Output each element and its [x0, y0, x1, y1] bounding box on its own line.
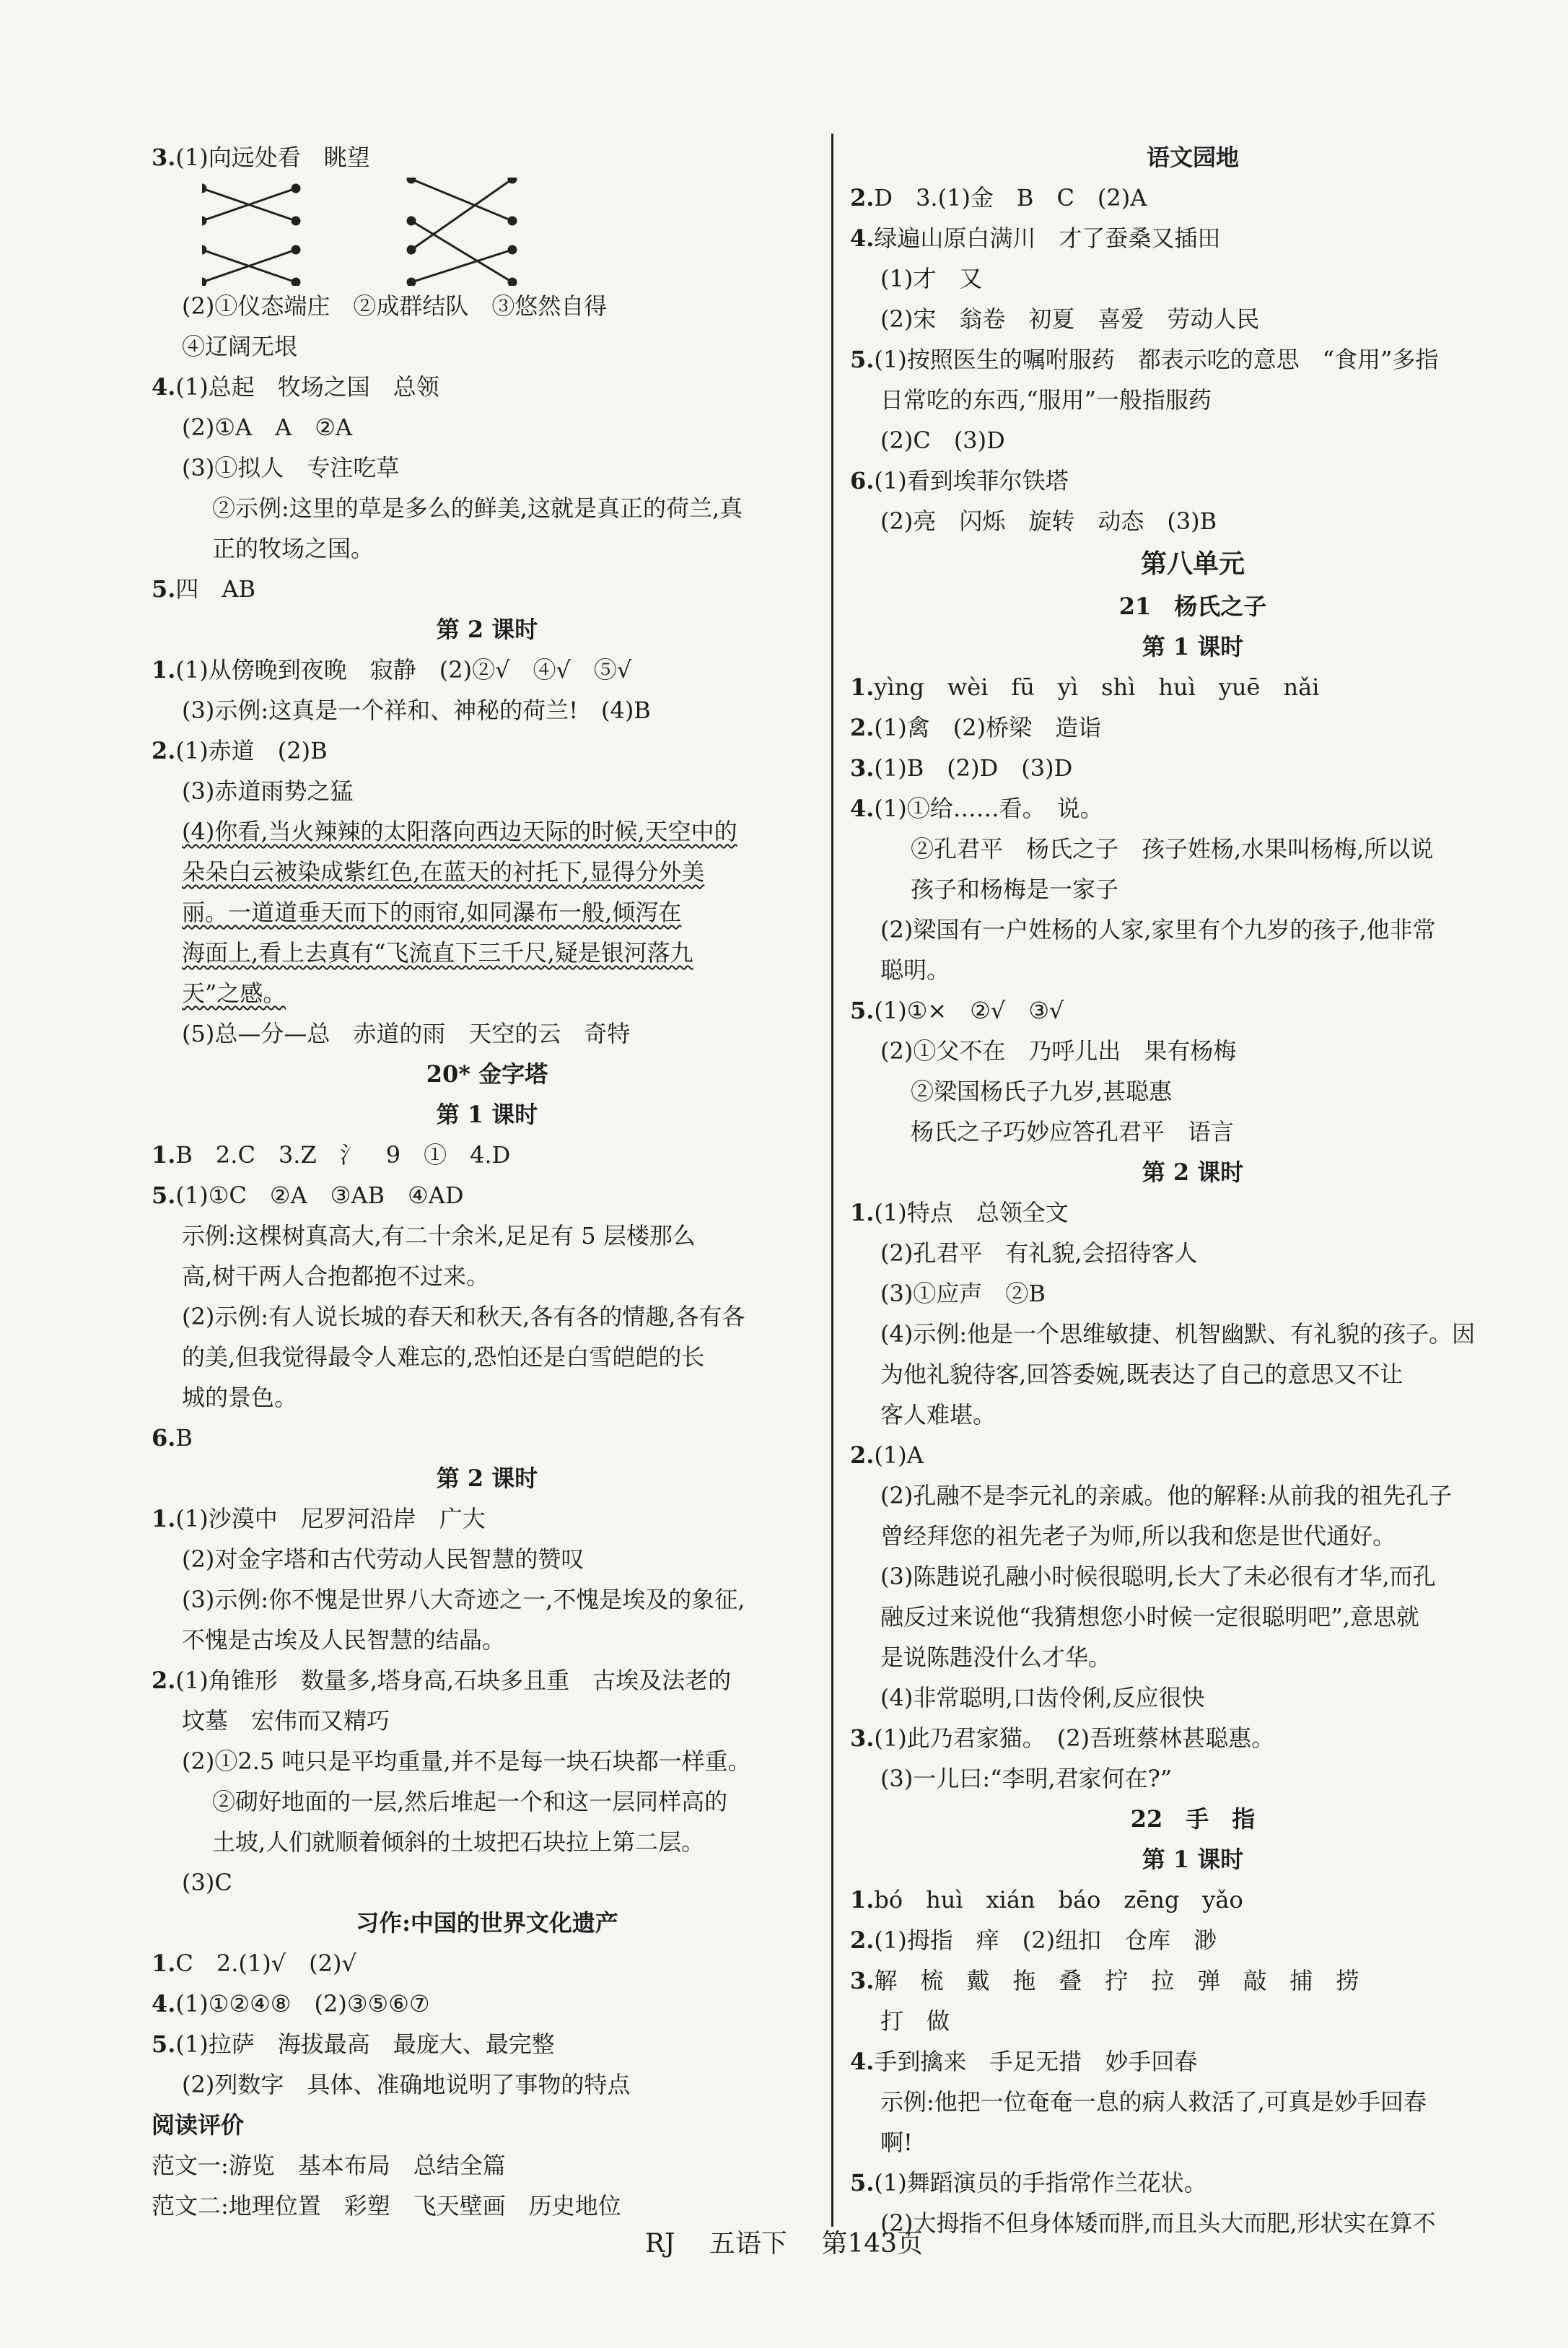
- answer-line: [850, 1395, 1536, 1435]
- question-number: 5.: [850, 997, 875, 1024]
- answer-line: [850, 667, 1536, 707]
- answer-text: C 2.(1)√ (2)√: [175, 1950, 356, 1977]
- answer-text: 为他礼貌待客,回答委婉,既表达了自己的意思又不让: [880, 1361, 1403, 1388]
- answer-text: (2)列数字 具体、准确地说明了事物的特点: [182, 2071, 631, 2098]
- answer-line: [850, 1516, 1536, 1556]
- answer-text: 打 做: [880, 2007, 950, 2035]
- answer-text: (1)拉萨 海拔最高 最庞大、最完整: [175, 2030, 555, 2058]
- section-heading: [152, 1054, 823, 1094]
- answer-text: 曾经拜您的祖先老子为师,所以我和您是世代通好。: [880, 1522, 1396, 1550]
- answer-line: [850, 1314, 1536, 1354]
- question-number: 1.: [850, 1199, 875, 1226]
- answer-line: [152, 852, 823, 892]
- answer-text: 示例:这棵树真高大,有二十余米,足足有 5 层楼那么: [182, 1222, 696, 1249]
- answer-line: [152, 1498, 823, 1539]
- answer-line: [850, 1960, 1536, 2001]
- answer-line: [152, 367, 823, 407]
- answer-text: 天”之感。: [182, 979, 286, 1007]
- answer-line: [152, 569, 823, 609]
- answer-text: 范文二:地理位置 彩塑 飞天壁画 历史地位: [152, 2192, 621, 2220]
- answer-line: [152, 690, 823, 730]
- answer-line: [850, 258, 1536, 299]
- answer-line: [152, 528, 823, 569]
- answer-text: (3)①应声 ②B: [880, 1280, 1046, 1307]
- answer-line: [850, 218, 1536, 258]
- answer-line: [850, 2162, 1536, 2203]
- answer-line: [850, 1031, 1536, 1071]
- answer-line: [850, 1192, 1536, 1233]
- answer-line: [152, 933, 823, 973]
- question-number: 5.: [850, 2169, 875, 2196]
- answer-text: (2)①A A ②A: [182, 414, 353, 441]
- question-number: 5.: [152, 2030, 176, 2058]
- answer-line: [152, 730, 823, 771]
- answer-line: [152, 2105, 823, 2145]
- answer-line: [152, 448, 823, 488]
- answer-text: (3)C: [182, 1869, 232, 1896]
- answer-text: (1)舞蹈演员的手指常作兰花状。: [874, 2169, 1207, 2196]
- answer-line: [850, 1071, 1536, 1112]
- answer-line: [850, 788, 1536, 829]
- answer-line: [152, 2024, 823, 2064]
- answer-text: (3)①拟人 专注吃草: [182, 454, 400, 481]
- answer-text: (2)C (3)D: [880, 427, 1005, 454]
- answer-text: (2)孔融不是李元礼的亲戚。他的解释:从前我的祖先孔子: [880, 1482, 1453, 1509]
- answer-text: 第 1 课时: [1142, 633, 1244, 660]
- question-number: 2.: [152, 1667, 176, 1694]
- answer-text: 土坡,人们就顺着倾斜的土坡把石块拉上第二层。: [212, 1828, 705, 1856]
- answer-line: [850, 2122, 1536, 2162]
- answer-text: (1)赤道 (2)B: [175, 737, 328, 764]
- answer-line: [152, 771, 823, 811]
- question-number: 6.: [850, 467, 875, 494]
- question-number: 5.: [850, 346, 875, 373]
- question-number: 3.: [850, 1724, 875, 1752]
- answer-line: [152, 326, 823, 367]
- section-heading: [850, 137, 1536, 178]
- answer-text: (3)示例:这真是一个祥和、神秘的荷兰! (4)B: [182, 697, 651, 724]
- answer-line: [152, 1781, 823, 1822]
- answer-text: (2)大拇指不但身体矮而胖,而且头大而肥,形状实在算不: [880, 2209, 1436, 2237]
- answer-line: [152, 488, 823, 528]
- answer-text: 客人难堪。: [880, 1401, 997, 1428]
- answer-text: (2)亮 闪烁 旋转 动态 (3)B: [880, 507, 1217, 535]
- page-footer: [0, 2223, 1568, 2260]
- answer-text: 范文一:游览 基本布局 总结全篇: [152, 2152, 506, 2179]
- answer-text: 啊!: [880, 2129, 913, 2156]
- answer-text: 聪明。: [880, 956, 950, 984]
- answer-text: 绿遍山原白满川 才了蚕桑又插田: [874, 224, 1221, 252]
- answer-text: 21 杨氏之子: [1118, 593, 1267, 620]
- section-heading: [850, 627, 1536, 667]
- answer-line: [152, 1175, 823, 1216]
- answer-text: (5)总—分—总 赤道的雨 天空的云 奇特: [182, 1020, 631, 1047]
- answer-text: D 3.(1)金 B C (2)A: [874, 184, 1147, 211]
- answer-text: (3)陈韪说孔融小时候很聪明,长大了未必很有才华,而孔: [880, 1563, 1436, 1590]
- answer-text: 习作:中国的世界文化遗产: [356, 1909, 618, 1937]
- answer-text: (4)示例:他是一个思维敏捷、机智幽默、有礼貌的孩子。因: [880, 1320, 1476, 1348]
- footer-edition-code: RJ: [644, 2229, 675, 2258]
- answer-text: 第八单元: [1140, 549, 1245, 579]
- section-heading: [152, 609, 823, 650]
- answer-text: (1)B (2)D (3)D: [874, 754, 1073, 782]
- answer-text: 高,树干两人合抱都抱不过来。: [182, 1262, 490, 1290]
- answer-line: [850, 461, 1536, 501]
- answer-text: ②示例:这里的草是多么的鲜美,这就是真正的荷兰,真: [212, 494, 743, 522]
- answer-line: [152, 1862, 823, 1903]
- question-number: 2.: [850, 1926, 875, 1954]
- answer-text: B 2.C 3.Z 氵 9 ① 4.D: [175, 1141, 511, 1169]
- answer-line: [850, 1112, 1536, 1152]
- answer-text: (4)你看,当火辣辣的太阳落向西边天际的时候,天空中的: [182, 818, 737, 845]
- answer-text: (1)此乃君家猫。 (2)吾班蔡林甚聪惠。: [874, 1724, 1275, 1752]
- answer-text: (3)示例:你不愧是世界八大奇迹之一,不愧是埃及的象征,: [182, 1586, 745, 1613]
- section-heading: [850, 541, 1536, 586]
- answer-line: [850, 950, 1536, 990]
- right-column: [850, 137, 1536, 2243]
- answer-text: 杨氏之子巧妙应答孔君平 语言: [911, 1118, 1235, 1145]
- answer-line: [850, 707, 1536, 748]
- question-number: 2.: [850, 1441, 875, 1469]
- answer-text: (1)沙漠中 尼罗河沿岸 广大: [175, 1505, 486, 1532]
- answer-text: 示例:他把一位奄奄一息的病人救活了,可真是妙手回春: [880, 2088, 1427, 2116]
- answer-text: 坟墓 宏伟而又精巧: [182, 1707, 390, 1734]
- section-heading: [152, 1458, 823, 1498]
- question-number: 3.: [850, 754, 875, 782]
- answer-text: (2)示例:有人说长城的春天和秋天,各有各的情趣,各有各: [182, 1303, 745, 1330]
- question-number: 1.: [152, 1950, 176, 1977]
- answer-line: [850, 178, 1536, 218]
- answer-text: 融反过来说他“我猜想您小时候一定很聪明吧”,意思就: [880, 1603, 1419, 1631]
- answer-line: [152, 1943, 823, 1983]
- answer-text: ②砌好地面的一层,然后堆起一个和这一层同样高的: [212, 1788, 728, 1815]
- question-number: 1.: [152, 1505, 176, 1532]
- matching-lines-diagram: [152, 178, 823, 286]
- question-number: 4.: [850, 224, 875, 252]
- answer-text: (1)①× ②√ ③√: [874, 997, 1064, 1024]
- answer-text: (2)①父不在 乃呼儿出 果有杨梅: [880, 1037, 1237, 1065]
- footer-page-number: 第143页: [821, 2229, 924, 2258]
- answer-text: (4)非常聪明,口齿伶俐,反应很快: [880, 1684, 1205, 1711]
- answer-text: 第 1 课时: [436, 1101, 538, 1128]
- question-number: 4.: [152, 1990, 176, 2017]
- question-number: 3.: [152, 144, 176, 171]
- answer-line: [152, 286, 823, 326]
- question-number: 2.: [152, 737, 176, 764]
- question-number: 4.: [152, 373, 176, 401]
- answer-text: bó huì xián báo zēng yǎo: [874, 1886, 1243, 1913]
- answer-text: (2)梁国有一户姓杨的人家,家里有个九岁的孩子,他非常: [880, 916, 1436, 943]
- answer-text: yìng wèi fū yì shì huì yuē nǎi: [874, 673, 1320, 701]
- answer-text: (1)向远处看 眺望: [175, 144, 370, 171]
- answer-line: [152, 1539, 823, 1579]
- answer-text: (1)①给……看。 说。: [874, 795, 1103, 822]
- answer-text: (1)才 又: [880, 265, 983, 292]
- section-heading: [850, 586, 1536, 627]
- answer-line: [850, 1354, 1536, 1395]
- answer-line: [152, 1135, 823, 1175]
- answer-line: [850, 2082, 1536, 2122]
- answer-line: [152, 973, 823, 1013]
- answer-text: 解 梳 戴 拖 叠 拧 拉 弹 敲 捕 捞: [874, 1967, 1359, 1994]
- answer-text: 海面上,看上去真有“飞流直下三千尺,疑是银河落九: [182, 939, 693, 966]
- answer-line: [850, 909, 1536, 950]
- answer-text: (2)①仪态端庄 ②成群结队 ③悠然自得: [182, 292, 608, 320]
- answer-text: 手到擒来 手足无措 妙手回春: [874, 2048, 1198, 2075]
- answer-line: [152, 1579, 823, 1620]
- answer-line: [152, 650, 823, 690]
- answer-text: 朵朵白云被染成紫红色,在蓝天的衬托下,显得分外美: [182, 858, 705, 886]
- answer-line: [152, 1741, 823, 1781]
- answer-line: [850, 1475, 1536, 1516]
- answer-text: 第 2 课时: [1142, 1158, 1244, 1186]
- section-heading: [850, 1152, 1536, 1192]
- answer-text: 第 1 课时: [1142, 1846, 1244, 1873]
- answer-text: (3)赤道雨势之猛: [182, 777, 354, 805]
- answer-line: [850, 299, 1536, 339]
- answer-line: [850, 869, 1536, 909]
- answer-line: [850, 1758, 1536, 1799]
- answer-line: [152, 1377, 823, 1418]
- answer-text: 阅读评价: [152, 2111, 245, 2139]
- answer-line: [850, 2001, 1536, 2041]
- answer-text: (1)按照医生的嘱咐服药 都表示吃的意思 “食用”多指: [874, 346, 1439, 373]
- answer-text: 是说陈韪没什么才华。: [880, 1644, 1112, 1671]
- answer-text: 四 AB: [175, 575, 256, 603]
- question-number: 3.: [850, 1967, 875, 1994]
- answer-text: ②梁国杨氏子九岁,甚聪惠: [911, 1078, 1173, 1105]
- section-heading: [152, 1094, 823, 1135]
- answer-text: 20* 金字塔: [426, 1060, 548, 1088]
- answer-line: [152, 1983, 823, 2024]
- answer-line: [152, 1256, 823, 1296]
- question-number: 6.: [152, 1424, 176, 1452]
- answer-line: [850, 990, 1536, 1031]
- answer-line: [152, 811, 823, 852]
- answer-line: [850, 420, 1536, 461]
- question-number: 5.: [152, 1182, 176, 1209]
- answer-line: [850, 380, 1536, 420]
- answer-line: [152, 892, 823, 933]
- answer-line: [152, 2064, 823, 2105]
- answer-text: 第 2 课时: [436, 1465, 538, 1492]
- answer-text: (1)A: [874, 1441, 924, 1469]
- answer-text: (1)①②④⑧ (2)③⑤⑥⑦: [175, 1990, 430, 2017]
- answer-text: 第 2 课时: [436, 616, 538, 643]
- answer-text: 正的牧场之国。: [212, 535, 375, 562]
- left-column: [152, 137, 823, 2226]
- answer-line: [850, 1233, 1536, 1273]
- question-number: 4.: [850, 2048, 875, 2075]
- answer-line: [850, 748, 1536, 788]
- question-number: 1.: [152, 1141, 176, 1169]
- answer-text: 22 手 指: [1130, 1805, 1256, 1833]
- answer-line: [152, 2186, 823, 2226]
- answer-text: ④辽阔无垠: [182, 333, 298, 360]
- answer-text: (3)一儿曰:“李明,君家何在?”: [880, 1765, 1173, 1792]
- answer-text: (1)总起 牧场之国 总领: [175, 373, 439, 401]
- answer-line: [152, 1418, 823, 1458]
- answer-line: [152, 137, 823, 178]
- answer-line: [152, 1701, 823, 1741]
- answer-text: 日常吃的东西,“服用”一般指服药: [880, 386, 1212, 414]
- answer-line: [850, 1556, 1536, 1597]
- answer-line: [850, 1637, 1536, 1677]
- answer-text: 不愧是古埃及人民智慧的结晶。: [182, 1626, 506, 1654]
- answer-line: [152, 2145, 823, 2186]
- answer-line: [152, 407, 823, 448]
- answer-text: (2)对金字塔和古代劳动人民智慧的赞叹: [182, 1545, 584, 1573]
- column-divider: [831, 134, 833, 2227]
- answer-line: [850, 501, 1536, 541]
- answer-text: (2)孔君平 有礼貌,会招待客人: [880, 1239, 1198, 1267]
- answer-line: [850, 829, 1536, 869]
- answer-line: [152, 1822, 823, 1862]
- answer-line: [850, 1718, 1536, 1758]
- answer-line: [850, 339, 1536, 380]
- answer-line: [152, 1660, 823, 1701]
- answer-text: 语文园地: [1146, 144, 1239, 171]
- answer-line: [850, 2041, 1536, 2082]
- answer-text: (2)①2.5 吨只是平均重量,并不是每一块石块都一样重。: [182, 1747, 751, 1775]
- answer-line: [152, 1013, 823, 1054]
- question-number: 5.: [152, 575, 176, 603]
- answer-line: [850, 1273, 1536, 1314]
- answer-text: (1)禽 (2)桥梁 造诣: [874, 714, 1102, 741]
- answer-text: (1)看到埃菲尔铁塔: [874, 467, 1069, 494]
- answer-line: [850, 1880, 1536, 1920]
- answer-text: 孩子和杨梅是一家子: [911, 876, 1119, 903]
- answer-line: [152, 1296, 823, 1337]
- question-number: 2.: [850, 714, 875, 741]
- section-heading: [850, 1839, 1536, 1880]
- question-number: 1.: [850, 1886, 875, 1913]
- section-heading: [152, 1903, 823, 1943]
- answer-text: 城的景色。: [182, 1384, 298, 1411]
- answer-text: (2)宋 翁卷 初夏 喜爱 劳动人民: [880, 305, 1260, 333]
- answer-text: (1)特点 总领全文: [874, 1199, 1069, 1226]
- answer-line: [850, 1677, 1536, 1718]
- answer-line: [152, 1620, 823, 1660]
- answer-text: (1)角锥形 数量多,塔身高,石块多且重 古埃及法老的: [175, 1667, 732, 1694]
- footer-subject: 五语下: [709, 2229, 787, 2258]
- answer-line: [152, 1216, 823, 1256]
- answer-text: B: [175, 1424, 193, 1452]
- answer-line: [152, 1337, 823, 1377]
- question-number: 4.: [850, 795, 875, 822]
- section-heading: [850, 1799, 1536, 1839]
- answer-line: [850, 1435, 1536, 1475]
- answer-text: (1)从傍晚到夜晚 寂静 (2)②√ ④√ ⑤√: [175, 656, 632, 684]
- question-number: 1.: [152, 656, 176, 684]
- answer-text: (1)拇指 痒 (2)纽扣 仓库 渺: [874, 1926, 1217, 1954]
- answer-text: (1)①C ②A ③AB ④AD: [175, 1182, 464, 1209]
- answer-text: 丽。一道道垂天而下的雨帘,如同瀑布一般,倾泻在: [182, 899, 682, 926]
- answer-line: [850, 1597, 1536, 1637]
- answer-text: ②孔君平 杨氏之子 孩子姓杨,水果叫杨梅,所以说: [911, 835, 1434, 863]
- question-number: 1.: [850, 673, 875, 701]
- question-number: 2.: [850, 184, 875, 211]
- answer-line: [850, 1920, 1536, 1960]
- answer-text: 的美,但我觉得最令人难忘的,恐怕还是白雪皑皑的长: [182, 1343, 705, 1371]
